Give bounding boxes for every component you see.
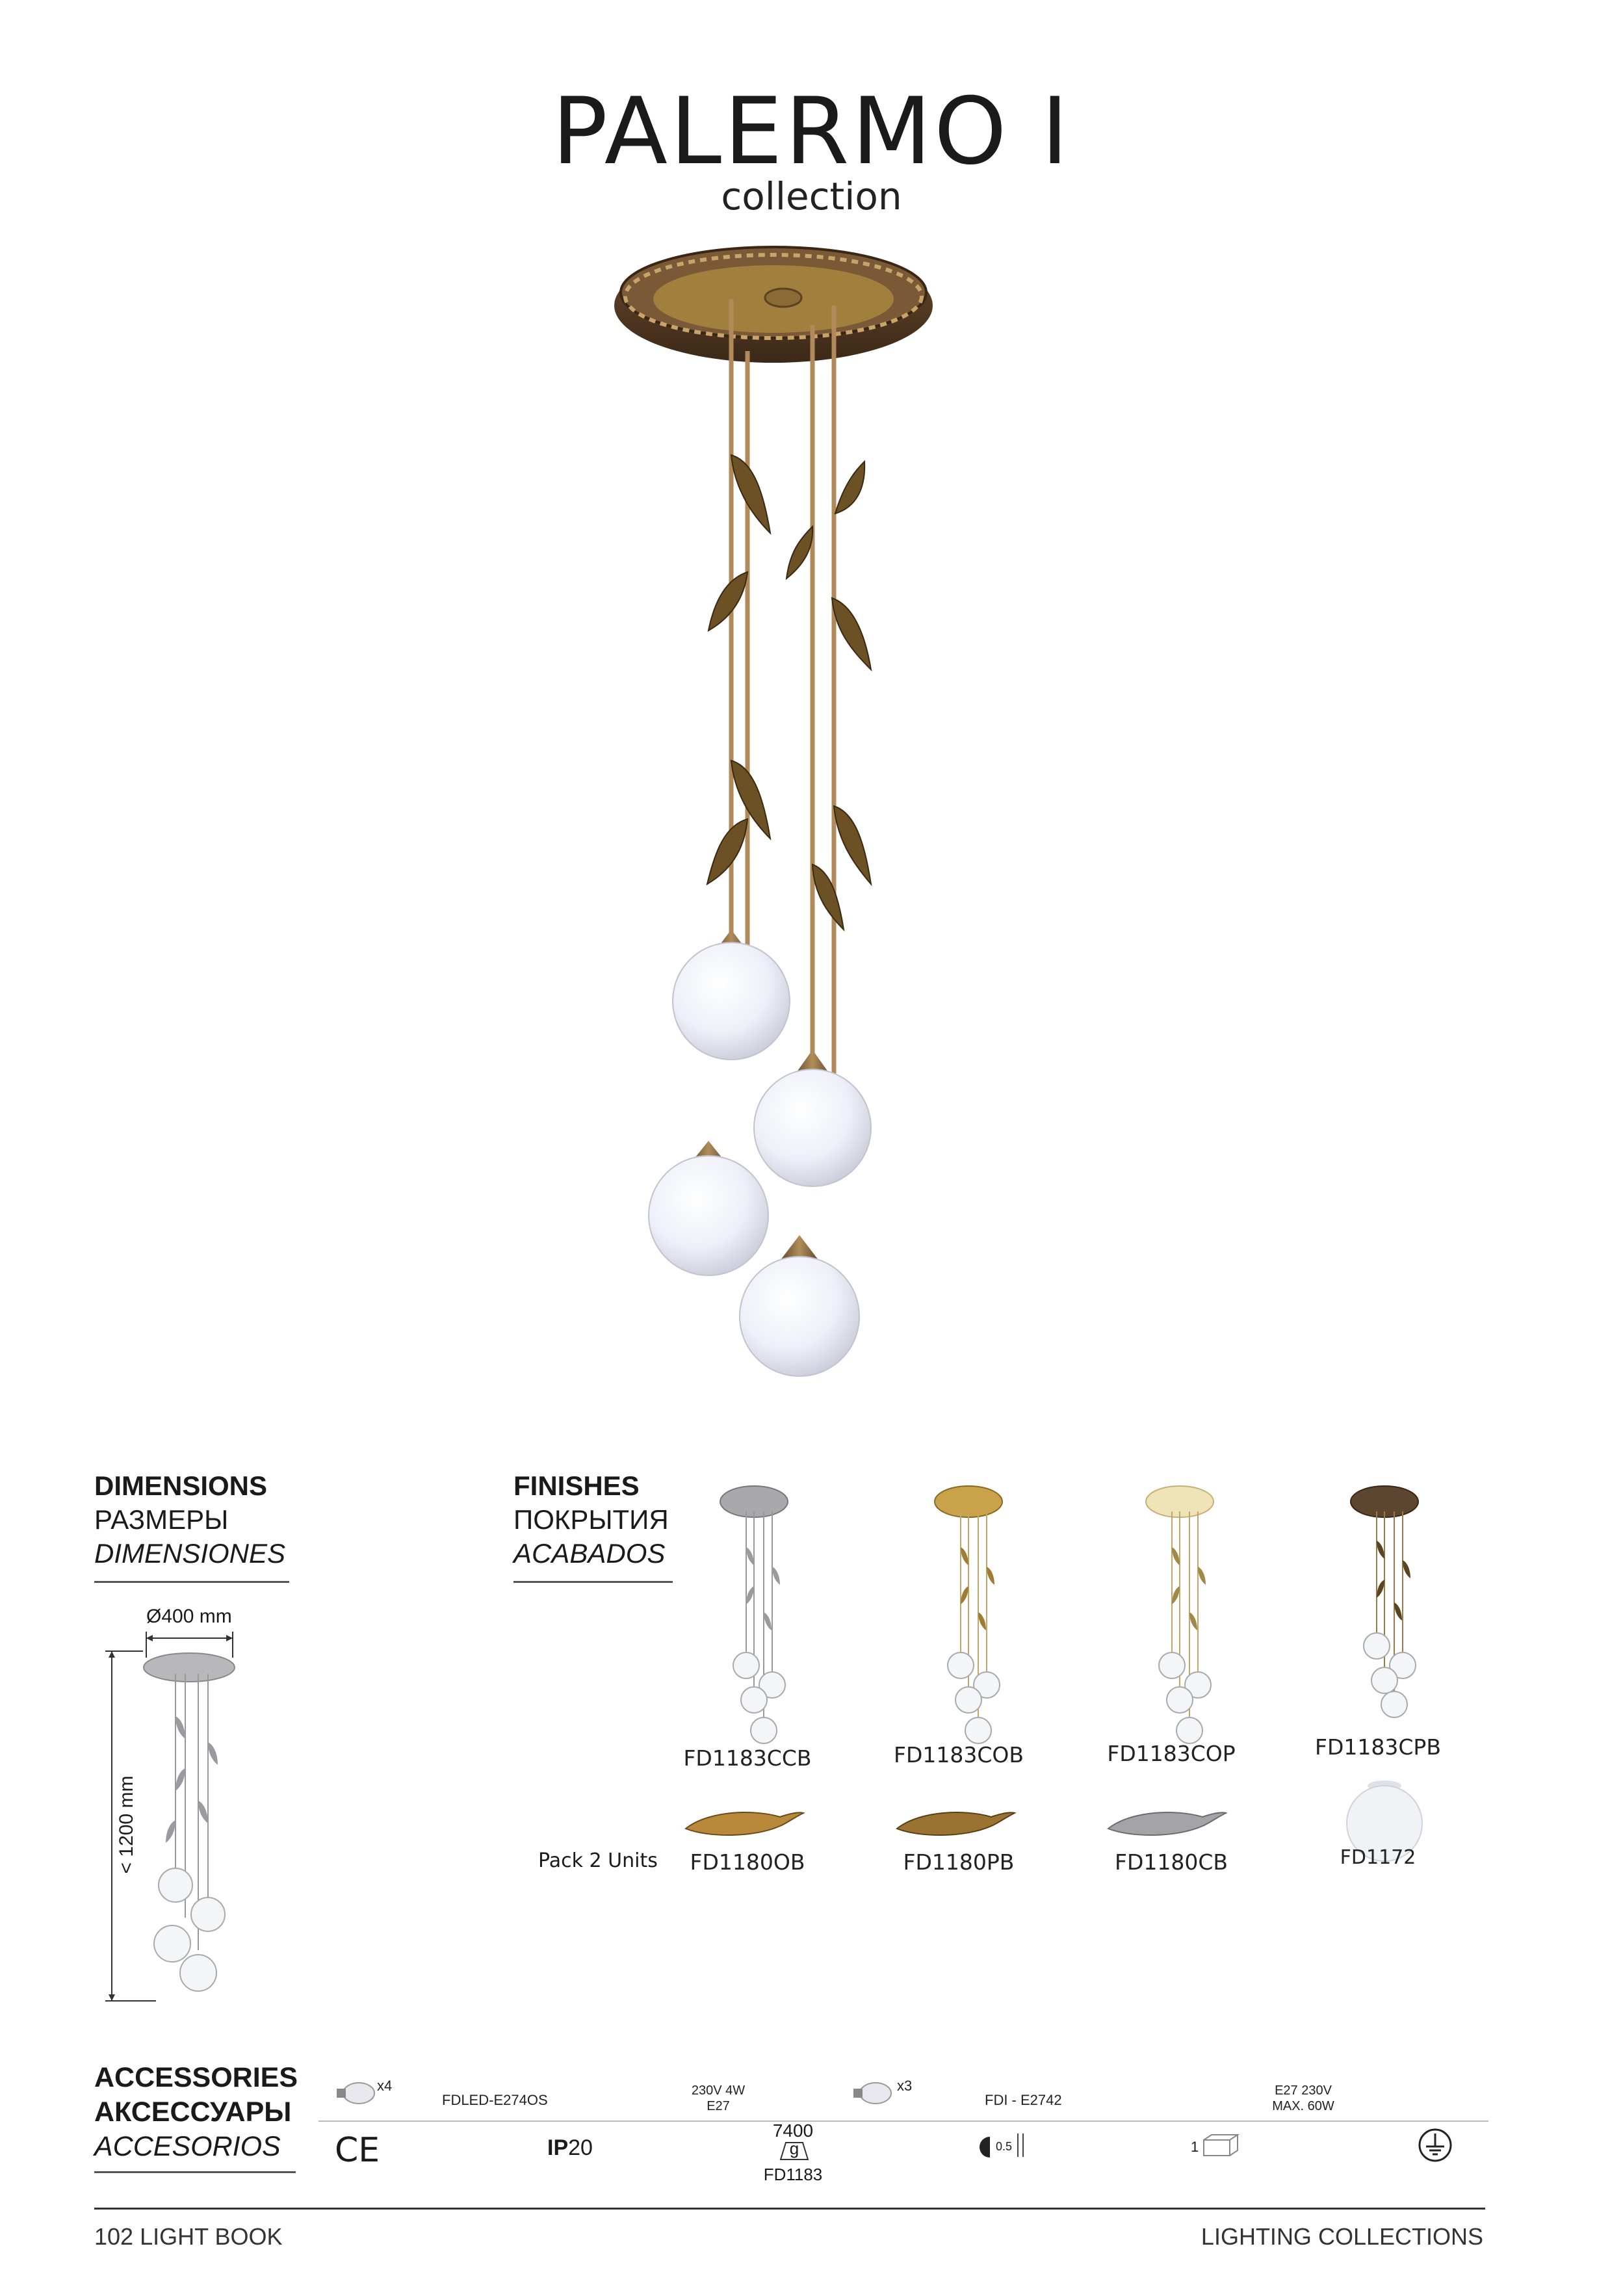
accessories-header — [94, 2061, 298, 2164]
finish-thumbnail — [689, 1476, 819, 1749]
finish-item — [689, 1476, 819, 1752]
book-label: LIGHT BOOK — [140, 2223, 283, 2250]
ip-prefix: IP — [547, 2135, 569, 2160]
finishes-header-ru: ПОКРЫТИЯ — [513, 1504, 669, 1535]
weight-code: FD1183 — [763, 2165, 823, 2184]
leaf-part-image — [1105, 1804, 1228, 1843]
accessories-header-es: ACCESORIOS — [94, 2131, 281, 2162]
finishes-header-en: FINISHES — [513, 1470, 640, 1501]
page-subtitle: collection — [721, 174, 902, 218]
accessories-divider — [318, 2120, 1488, 2122]
spare-code: FD1172 — [1340, 1846, 1416, 1869]
dimension-diameter: Ø400 mm — [146, 1606, 232, 1627]
bulb-icon — [848, 2080, 894, 2106]
page-number: 102 — [94, 2223, 134, 2250]
distance-label: 0.5 — [996, 2140, 1013, 2153]
spare-code: FD1180CB — [1114, 1849, 1228, 1875]
dimension-height: < 1200 mm — [116, 1775, 137, 1874]
dimensions-rule — [94, 1581, 289, 1583]
page-title: PALERMO I — [552, 78, 1071, 185]
finish-code: FD1183COP — [1107, 1741, 1236, 1766]
spare-code: FD1180PB — [903, 1849, 1015, 1875]
wall-icon — [1017, 2133, 1024, 2157]
finish-code: FD1183CPB — [1315, 1734, 1441, 1760]
footer-left — [94, 2223, 283, 2250]
pack-label: Pack 2 Units — [538, 1849, 658, 1872]
bulb2-spec1: E27 230V — [1275, 2083, 1332, 2098]
finish-code: FD1183CCB — [683, 1745, 812, 1771]
ip-rating — [547, 2135, 593, 2161]
accessories-rule — [94, 2171, 296, 2173]
weight-unit: g — [789, 2139, 799, 2158]
footer-rule — [94, 2208, 1485, 2210]
spare-code: FD1180OB — [690, 1849, 805, 1875]
accessories-header-ru: АКСЕССУАРЫ — [94, 2096, 292, 2128]
accessories-header-en: ACCESSORIES — [94, 2062, 298, 2093]
weight-value: 7400 — [772, 2120, 814, 2141]
finish-item — [1319, 1476, 1449, 1752]
bulb1-spec2: E27 — [707, 2099, 730, 2113]
finish-item — [1115, 1476, 1245, 1752]
dimensions-header-ru: РАЗМЕРЫ — [94, 1504, 229, 1535]
finishes-rule — [513, 1581, 673, 1583]
footer-right: LIGHTING COLLECTIONS — [1201, 2223, 1483, 2250]
bulb1-qty: x4 — [377, 2078, 393, 2094]
dimensions-header — [94, 1469, 285, 1571]
ip-value: 20 — [568, 2135, 593, 2160]
dimensions-header-es: DIMENSIONES — [94, 1538, 286, 1569]
finishes-header-es: ACABADOS — [513, 1538, 666, 1569]
half-moon-icon — [978, 2135, 998, 2159]
bulb1-spec1: 230V 4W — [691, 2083, 746, 2098]
dimensions-header-en: DIMENSIONS — [94, 1470, 268, 1501]
finishes-header — [513, 1469, 669, 1571]
bulb2-spec2: MAX. 60W — [1272, 2099, 1334, 2113]
earth-ground-icon — [1417, 2127, 1453, 2163]
finish-thumbnail — [903, 1476, 1033, 1749]
leaf-part-image — [894, 1804, 1017, 1843]
ce-mark: CE — [335, 2131, 380, 2170]
led-bulb-icon — [331, 2080, 377, 2106]
package-icon — [1201, 2133, 1240, 2158]
leaf-part-image — [682, 1804, 806, 1843]
pieces-count: 1 — [1191, 2139, 1199, 2155]
finish-item — [903, 1476, 1033, 1752]
main-product-image — [585, 241, 962, 1404]
finish-thumbnail — [1115, 1476, 1245, 1749]
bulb2-code: FDI - E2742 — [985, 2092, 1062, 2108]
bulb1-code: FDLED-E274OS — [442, 2092, 548, 2108]
bulb2-qty: x3 — [897, 2078, 913, 2094]
finish-code: FD1183COB — [893, 1742, 1024, 1768]
finish-thumbnail — [1319, 1476, 1449, 1749]
